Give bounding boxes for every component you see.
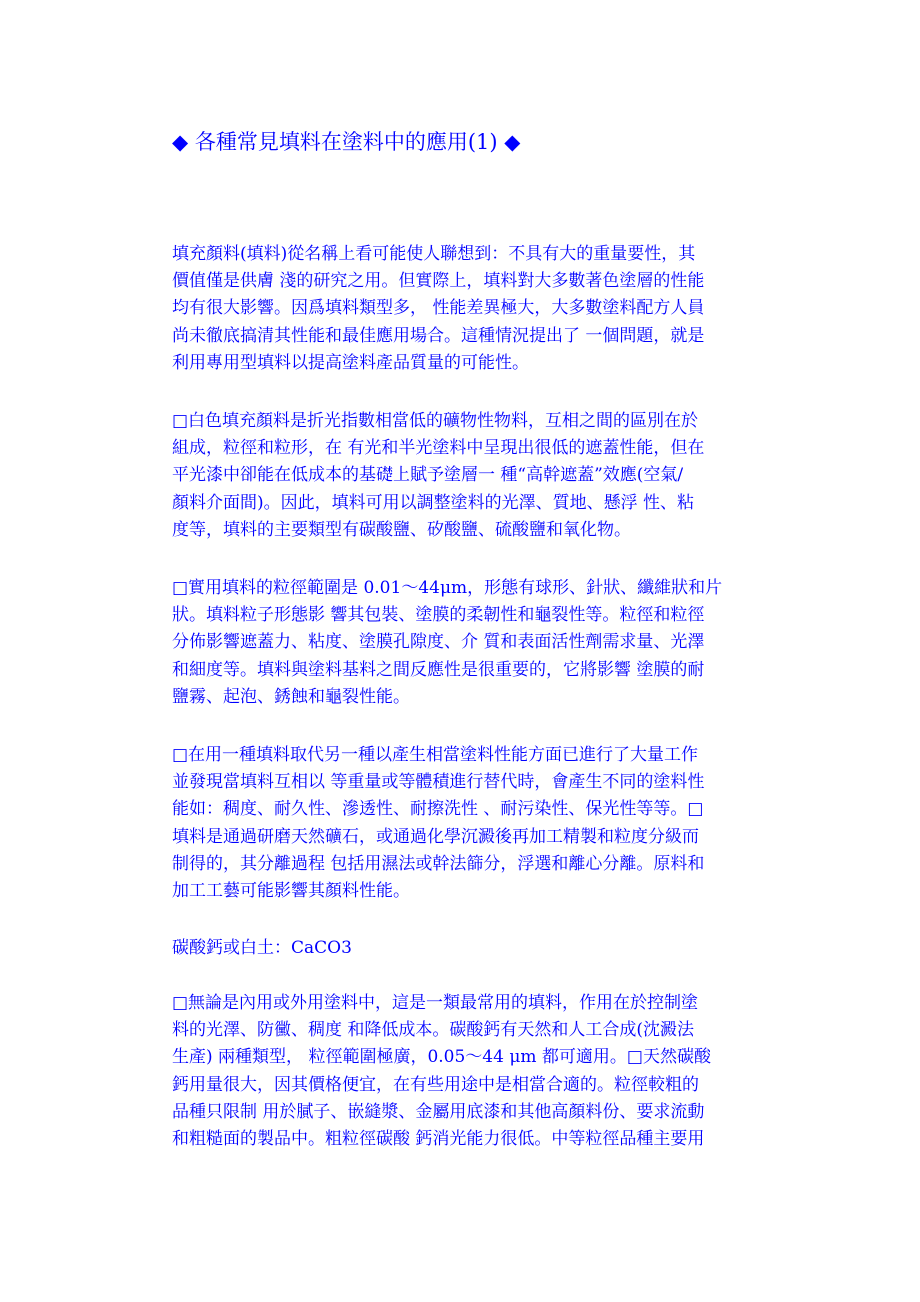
- paragraph-line: 並發現當填料互相以 等重量或等體積進行替代時，會產生不同的塗料性: [172, 772, 705, 793]
- paragraph-line: □在用一種填料取代另一種以產生相當塗料性能方面已進行了大量工作: [172, 745, 699, 765]
- paragraph-particle-size: [172, 575, 758, 711]
- paragraph-line: □無論是內用或外用塗料中，這是一類最常用的填料，作用在於控制塗: [172, 993, 699, 1013]
- paragraph-line: 均有很大影響。因爲填料類型多， 性能差異極大，大多數塗料配方人員: [172, 298, 705, 319]
- paragraph-intro: [172, 241, 758, 377]
- paragraph-white-fillers: [172, 408, 758, 544]
- paragraph-line: 鹽霧、起泡、銹蝕和龜裂性能。: [172, 686, 410, 707]
- paragraph-line: 狀。填料粒子形態影 響其包裝、塗膜的柔韌性和龜裂性等。粒徑和粒徑: [172, 605, 705, 626]
- paragraph-line: 分佈影響遮蓋力、粘度、塗膜孔隙度、介 質和表面活性劑需求量、光澤: [172, 632, 705, 653]
- paragraph-line: 利用專用型填料以提高塗料產品質量的可能性。: [172, 352, 529, 373]
- paragraph-substitution: [172, 742, 758, 905]
- paragraph-line: □實用填料的粒徑範圍是 0.01～44μm，形態有球形、針狀、纖維狀和片: [172, 578, 723, 598]
- paragraph-line: 和細度等。填料與塗料基料之間反應性是很重要的，它將影響 塗膜的耐: [172, 659, 705, 680]
- paragraph-line: 填料是通過研磨天然礦石，或通過化學沉澱後再加工精製和粒度分級而: [172, 826, 699, 847]
- paragraph-line: 品種只限制 用於膩子、嵌縫漿、金屬用底漆和其他高顏料份、要求流動: [172, 1101, 705, 1122]
- paragraph-line: 平光漆中卻能在低成本的基礎上賦予塗層一 種“高幹遮蓋”效應(空氣/: [172, 465, 684, 486]
- paragraph-line: 料的光澤、防黴、稠度 和降低成本。碳酸鈣有天然和人工合成(沈澱法: [172, 1020, 695, 1041]
- paragraph-line: 加工工藝可能影響其顏料性能。: [172, 881, 410, 902]
- paragraph-line: 度等，填料的主要類型有碳酸鹽、矽酸鹽、硫酸鹽和氧化物。: [172, 519, 631, 540]
- paragraph-line: 生產) 兩種類型， 粒徑範圍極廣，0.05～44 μm 都可適用。□天然碳酸: [172, 1047, 711, 1068]
- document-title: ◆ 各種常見填料在塗料中的應用(1) ◆: [172, 130, 521, 154]
- section-heading: 碳酸鈣或白土：CaCO3: [172, 938, 352, 958]
- paragraph-line: 和粗糙面的製品中。粗粒徑碳酸 鈣消光能力很低。中等粒徑品種主要用: [172, 1129, 705, 1150]
- paragraph-line: 鈣用量很大，因其價格便宜，在有些用途中是相當合適的。粒徑較粗的: [172, 1074, 699, 1095]
- section-heading-calcium-carbonate: [172, 935, 758, 962]
- paragraph-calcium-carbonate: [172, 990, 758, 1153]
- paragraph-line: 價值僅是供膚 淺的研究之用。但實際上，填料對大多數著色塗層的性能: [172, 271, 705, 292]
- paragraph-line: 組成，粒徑和粒形，在 有光和半光塗料中呈現出很低的遮蓋性能，但在: [172, 438, 705, 459]
- paragraph-line: 填充顏料(填料)從名稱上看可能使人聯想到：不具有大的重量要性，其: [172, 244, 696, 264]
- paragraph-line: 制得的，其分離過程 包括用濕法或幹法篩分，浮選和離心分離。原料和: [172, 853, 705, 874]
- paragraph-line: 能如：稠度、耐久性、滲透性、耐擦洗性 、耐污染性、保光性等等。□: [172, 799, 704, 820]
- paragraph-line: □白色填充顏料是折光指數相當低的礦物性物料，互相之間的區別在於: [172, 411, 699, 431]
- paragraph-line: 尚未徹底搞清其性能和最佳應用場合。這種情況提出了 一個問題，就是: [172, 325, 705, 346]
- paragraph-line: 顏料介面間)。因此，填料可用以調整塗料的光澤、質地、懸浮 性、粘: [172, 492, 695, 513]
